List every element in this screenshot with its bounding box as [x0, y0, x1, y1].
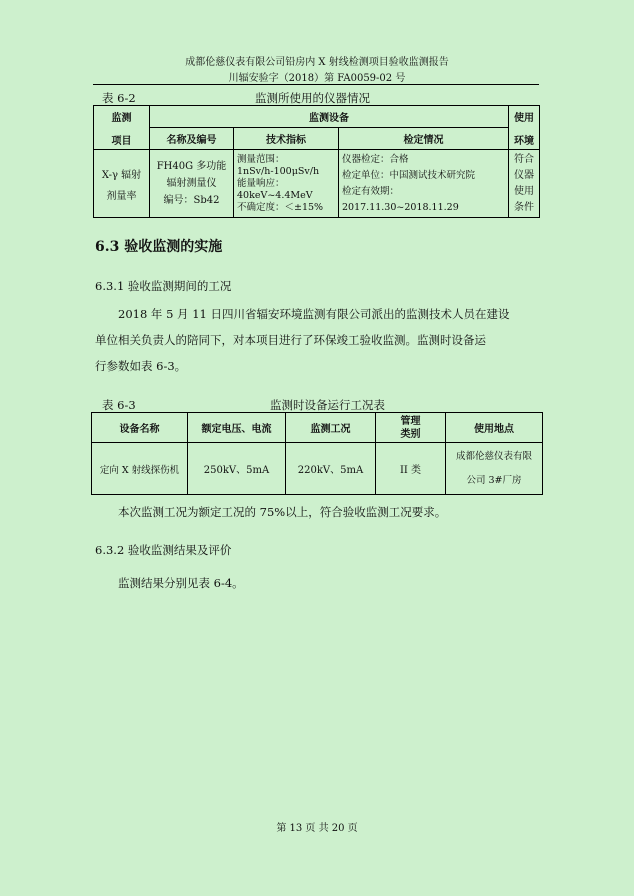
header-monitoring-item: 监测 项目 [94, 106, 150, 150]
section-6-3-title: 6.3 验收监测的实施 [95, 239, 223, 255]
table-row [92, 443, 543, 495]
cell-rated-voltage-current: 250kV、5mA [188, 443, 286, 495]
table-row [94, 150, 540, 218]
header-verification: 检定情况 [339, 128, 509, 150]
paragraph-working-conditions: 2018 年 5 月 11 日四川省辐安环境监测有限公司派出的监测技术人员在建设 单位相关负责人的陪同下，对本项目进行了环保竣工验收监测。监测时设备运 行参数如表 6-3。 [95, 307, 510, 373]
header-equipment-name: 设备名称 [92, 413, 188, 443]
header-name-number: 名称及编号 [150, 128, 234, 150]
header-monitoring-condition: 监测工况 [286, 413, 376, 443]
page-number: 第 13 页 共 20 页 [276, 823, 358, 834]
table-6-3-number: 表 6-3 [102, 398, 136, 412]
cell-monitoring-condition: 220kV、5mA [286, 443, 376, 495]
subsection-6-3-2-title: 6.3.2 验收监测结果及评价 [95, 543, 232, 557]
cell-use-environment: 符合 仪器 使用 条件 [509, 150, 540, 218]
cell-tech-spec: 测量范围： 1nSv/h-100μSv/h 能量响应： 40keV~4.4MeV 不确定度：＜±15% [234, 150, 339, 218]
operating-conditions-table [91, 412, 543, 495]
cell-instrument-name: FH40G 多功能 辐射测量仪 编号：Sb42 [150, 150, 234, 218]
header-tech-spec: 技术指标 [234, 128, 339, 150]
subsection-6-3-1-title: 6.3.1 验收监测期间的工况 [95, 279, 232, 293]
header-monitoring-equipment: 监测设备 [150, 106, 509, 128]
cell-verification: 仪器检定：合格 检定单位：中国测试技术研究院 检定有效期： 2017.11.30~2018.11.29 [339, 150, 509, 218]
header-management-category: 管理 类别 [376, 413, 446, 443]
header-rule [93, 84, 539, 85]
instrument-table [93, 105, 540, 218]
header-use-location: 使用地点 [446, 413, 543, 443]
cell-equipment-name: 定向 X 射线探伤机 [92, 443, 188, 495]
table-6-3-title: 监测时设备运行工况表 [270, 398, 385, 412]
cell-monitoring-item: X-γ 辐射 剂量率 [94, 150, 150, 218]
cell-management-category: II 类 [376, 443, 446, 495]
header-rated-voltage-current: 额定电压、电流 [188, 413, 286, 443]
report-header-title: 成都伦慈仪表有限公司铅房内 X 射线检测项目验收监测报告 [185, 57, 449, 68]
cell-use-location: 成都伦慈仪表有限 公司 3#厂房 [446, 443, 543, 495]
table-6-2-title: 监测所使用的仪器情况 [255, 91, 370, 105]
paragraph-results-reference: 监测结果分别见表 6-4。 [118, 576, 244, 590]
table-6-2-number: 表 6-2 [102, 91, 136, 105]
paragraph-condition-compliance: 本次监测工况为额定工况的 75%以上，符合验收监测工况要求。 [118, 505, 447, 519]
report-header-number: 川辐安验字（2018）第 FA0059-02 号 [228, 73, 406, 84]
header-use-environment: 使用 环境 [509, 106, 540, 150]
